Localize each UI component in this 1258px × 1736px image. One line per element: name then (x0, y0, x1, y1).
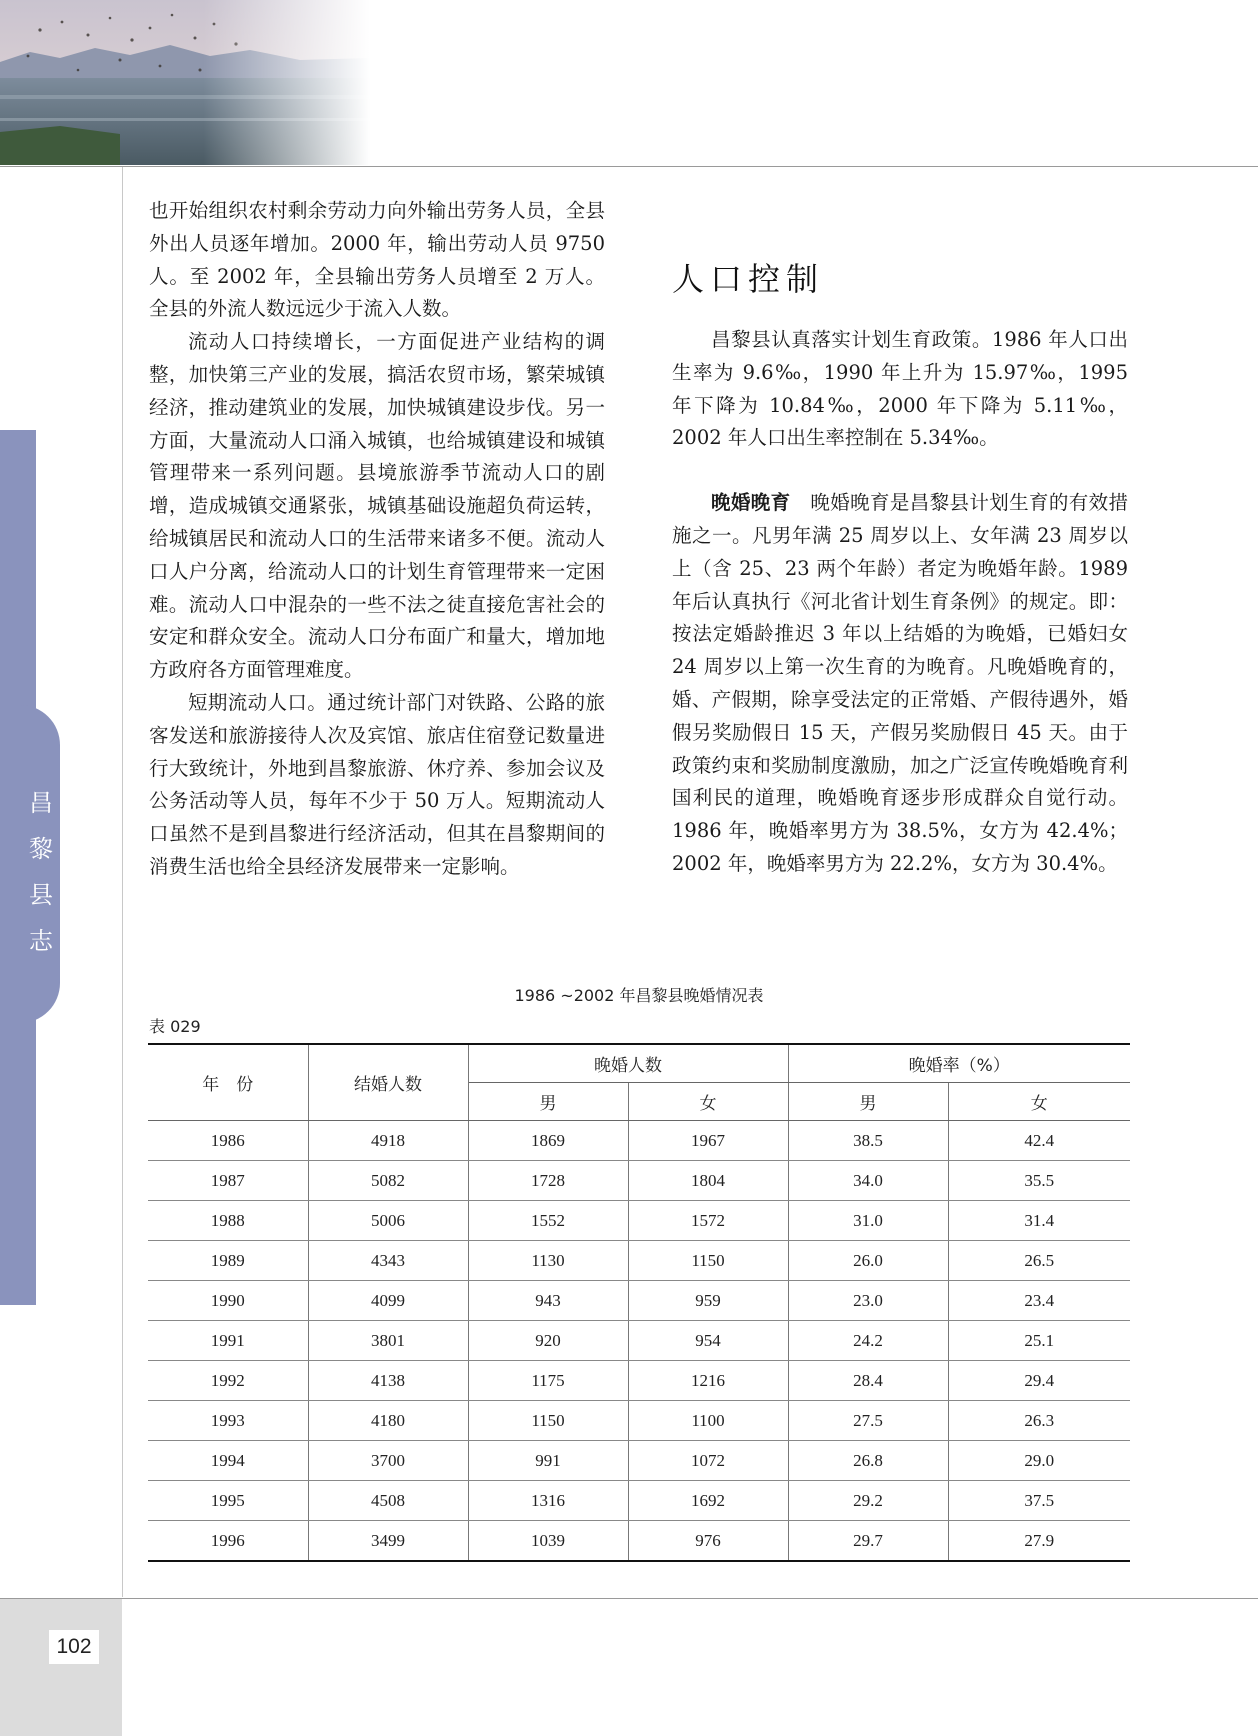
cell-rate-female: 29.0 (948, 1441, 1130, 1481)
cell-marriages: 5082 (308, 1161, 468, 1201)
table-row (148, 1241, 1130, 1281)
cell-rate-female: 31.4 (948, 1201, 1130, 1241)
paragraph: 流动人口持续增长，一方面促进产业结构的调整，加快第三产业的发展，搞活农贸市场，繁荣城镇经济，推动建筑业的发展，加快城镇建设步伐。另一方面，大量流动人口涌入城镇，也给城镇建设和城镇管理带来一系列问题。县境旅游季节流动人口的剧增，造成城镇交通紧张，城镇基础设施超负荷运转，给城镇居民和流动人口的生活带来诸多不便。流动人口人户分离，给流动人口的计划生育管理带来一定困难。流动人口中混杂的一些不法之徒直接危害社会的安定和群众安全。流动人口分布面广和量大，增加地方政府各方面管理难度。 (149, 330, 605, 682)
cell-rate-female: 29.4 (948, 1361, 1130, 1401)
table-row (148, 1441, 1130, 1481)
late-marriage-table (148, 1043, 1130, 1562)
header-count-female: 女 (628, 1083, 788, 1121)
cell-late-female: 954 (628, 1321, 788, 1361)
section-title: 人口控制 (672, 260, 825, 298)
cell-rate-male: 26.8 (788, 1441, 948, 1481)
cell-rate-male: 23.0 (788, 1281, 948, 1321)
cell-late-female: 1967 (628, 1121, 788, 1161)
paragraph: 也开始组织农村剩余劳动力向外输出劳务人员，全县外出人员逐年增加。2000 年，输出劳动人员 9750 人。至 2002 年，全县输出劳务人员增至 2 万人。全县的外流人数远远少于流入人数。 (149, 199, 605, 321)
cell-year: 1995 (148, 1481, 308, 1521)
cell-marriages: 4138 (308, 1361, 468, 1401)
cell-rate-female: 37.5 (948, 1481, 1130, 1521)
cell-rate-male: 28.4 (788, 1361, 948, 1401)
page-number: 102 (49, 1630, 99, 1664)
header-rate-male: 男 (788, 1083, 948, 1121)
cell-late-female: 1150 (628, 1241, 788, 1281)
cell-rate-male: 38.5 (788, 1121, 948, 1161)
cell-year: 1994 (148, 1441, 308, 1481)
cell-late-male: 991 (468, 1441, 628, 1481)
header-rate-female: 女 (948, 1083, 1130, 1121)
cell-year: 1996 (148, 1521, 308, 1562)
cell-year: 1992 (148, 1361, 308, 1401)
cell-late-male: 1175 (468, 1361, 628, 1401)
footer-divider (0, 1598, 1258, 1599)
cell-rate-male: 34.0 (788, 1161, 948, 1201)
cell-marriages: 4508 (308, 1481, 468, 1521)
cell-marriages: 4343 (308, 1241, 468, 1281)
cell-late-male: 1728 (468, 1161, 628, 1201)
cell-rate-male: 29.2 (788, 1481, 948, 1521)
table-row (148, 1481, 1130, 1521)
table-row (148, 1161, 1130, 1201)
cell-late-male: 1039 (468, 1521, 628, 1562)
cell-rate-male: 31.0 (788, 1201, 948, 1241)
table-row (148, 1401, 1130, 1441)
cell-year: 1989 (148, 1241, 308, 1281)
table-row (148, 1281, 1130, 1321)
cell-marriages: 4180 (308, 1401, 468, 1441)
cell-marriages: 4099 (308, 1281, 468, 1321)
header-late-rate: 晚婚率（%） (788, 1044, 1130, 1083)
header-divider (0, 166, 1258, 167)
cell-rate-female: 23.4 (948, 1281, 1130, 1321)
header-count-male: 男 (468, 1083, 628, 1121)
table-row (148, 1121, 1130, 1161)
cell-late-male: 1552 (468, 1201, 628, 1241)
paragraph (672, 487, 1128, 881)
cell-marriages: 5006 (308, 1201, 468, 1241)
paragraph: 短期流动人口。通过统计部门对铁路、公路的旅客发送和旅游接待人次及宾馆、旅店住宿登记数量进行大致统计，外地到昌黎旅游、休疗养、参加会议及公务活动等人员，每年不少于 50 万人。短期流动人口虽然不是到昌黎进行经济活动，但其在昌黎期间的消费生活也给全县经济发展带来一定影响。 (149, 690, 605, 878)
cell-rate-female: 42.4 (948, 1121, 1130, 1161)
paragraph: 昌黎县认真落实计划生育政策。1986 年人口出生率为 9.6‰，1990 年上升为 15.97‰，1995 年下降为 10.84‰，2000 年下降为 5.11‰，2002 年人口出生率控制在 5.34‰。 (672, 328, 1128, 450)
cell-marriages: 3499 (308, 1521, 468, 1562)
cell-rate-male: 29.7 (788, 1521, 948, 1562)
cell-marriages: 4918 (308, 1121, 468, 1161)
cell-year: 1990 (148, 1281, 308, 1321)
cell-late-female: 1216 (628, 1361, 788, 1401)
cell-rate-female: 35.5 (948, 1161, 1130, 1201)
book-title-vertical: 昌黎县志 (29, 789, 53, 955)
header-late-count: 晚婚人数 (468, 1044, 788, 1083)
cell-rate-female: 27.9 (948, 1521, 1130, 1562)
cell-rate-male: 26.0 (788, 1241, 948, 1281)
table-row (148, 1201, 1130, 1241)
cell-late-male: 1316 (468, 1481, 628, 1521)
paragraph-text: 晚婚晚育是昌黎县计划生育的有效措施之一。凡男年满 25 周岁以上、女年满 23 周岁以上（含 25、23 两个年龄）者定为晚婚年龄。1989 年后认真执行《河北省计划生育条例》的规定。即：按法定婚龄推迟 3 年以上结婚的为晚婚，已婚妇女 24 周岁以上第一次生育的为晚育。凡晚婚晚育的，婚、产假期，除享受法定的正常婚、产假待遇外，婚假另奖励假日 15 天，产假另奖励假日 45 天。由于政策约束和奖励制度激励，加之广泛宣传晚婚晚育利国利民的道理，晚婚晚育逐步形成群众自觉行动。1986 年，晚婚率男方为 38.5%，女方为 42.4%；2002 年，晚婚率男方为 22.2%，女方为 30.4%。 (672, 491, 1128, 875)
cell-year: 1991 (148, 1321, 308, 1361)
cell-rate-female: 26.3 (948, 1401, 1130, 1441)
cell-late-female: 1100 (628, 1401, 788, 1441)
cell-marriages: 3700 (308, 1441, 468, 1481)
cell-late-female: 959 (628, 1281, 788, 1321)
right-text-column (672, 324, 1128, 881)
cell-year: 1988 (148, 1201, 308, 1241)
cell-late-male: 1150 (468, 1401, 628, 1441)
cell-rate-female: 26.5 (948, 1241, 1130, 1281)
table-row (148, 1361, 1130, 1401)
cell-late-male: 943 (468, 1281, 628, 1321)
cell-late-female: 1572 (628, 1201, 788, 1241)
cell-rate-female: 25.1 (948, 1321, 1130, 1361)
table-row (148, 1521, 1130, 1562)
cell-late-female: 1692 (628, 1481, 788, 1521)
header-year: 年 份 (148, 1044, 308, 1121)
cell-late-male: 920 (468, 1321, 628, 1361)
cell-late-male: 1869 (468, 1121, 628, 1161)
cell-rate-male: 24.2 (788, 1321, 948, 1361)
header-marriages: 结婚人数 (308, 1044, 468, 1121)
footer-margin (0, 1599, 122, 1736)
cell-late-female: 1804 (628, 1161, 788, 1201)
table-row (148, 1321, 1130, 1361)
cell-late-male: 1130 (468, 1241, 628, 1281)
left-text-column (149, 195, 605, 884)
cell-year: 1993 (148, 1401, 308, 1441)
cell-rate-male: 27.5 (788, 1401, 948, 1441)
cell-late-female: 1072 (628, 1441, 788, 1481)
cell-late-female: 976 (628, 1521, 788, 1562)
cell-year: 1987 (148, 1161, 308, 1201)
table-id: 表 029 (149, 1017, 201, 1036)
table-caption: 1986 ~2002 年昌黎县晚婚情况表 (514, 986, 764, 1005)
cell-year: 1986 (148, 1121, 308, 1161)
cell-marriages: 3801 (308, 1321, 468, 1361)
header-landscape-photo (0, 0, 370, 165)
subsection-heading: 晚婚晚育 (711, 491, 791, 515)
